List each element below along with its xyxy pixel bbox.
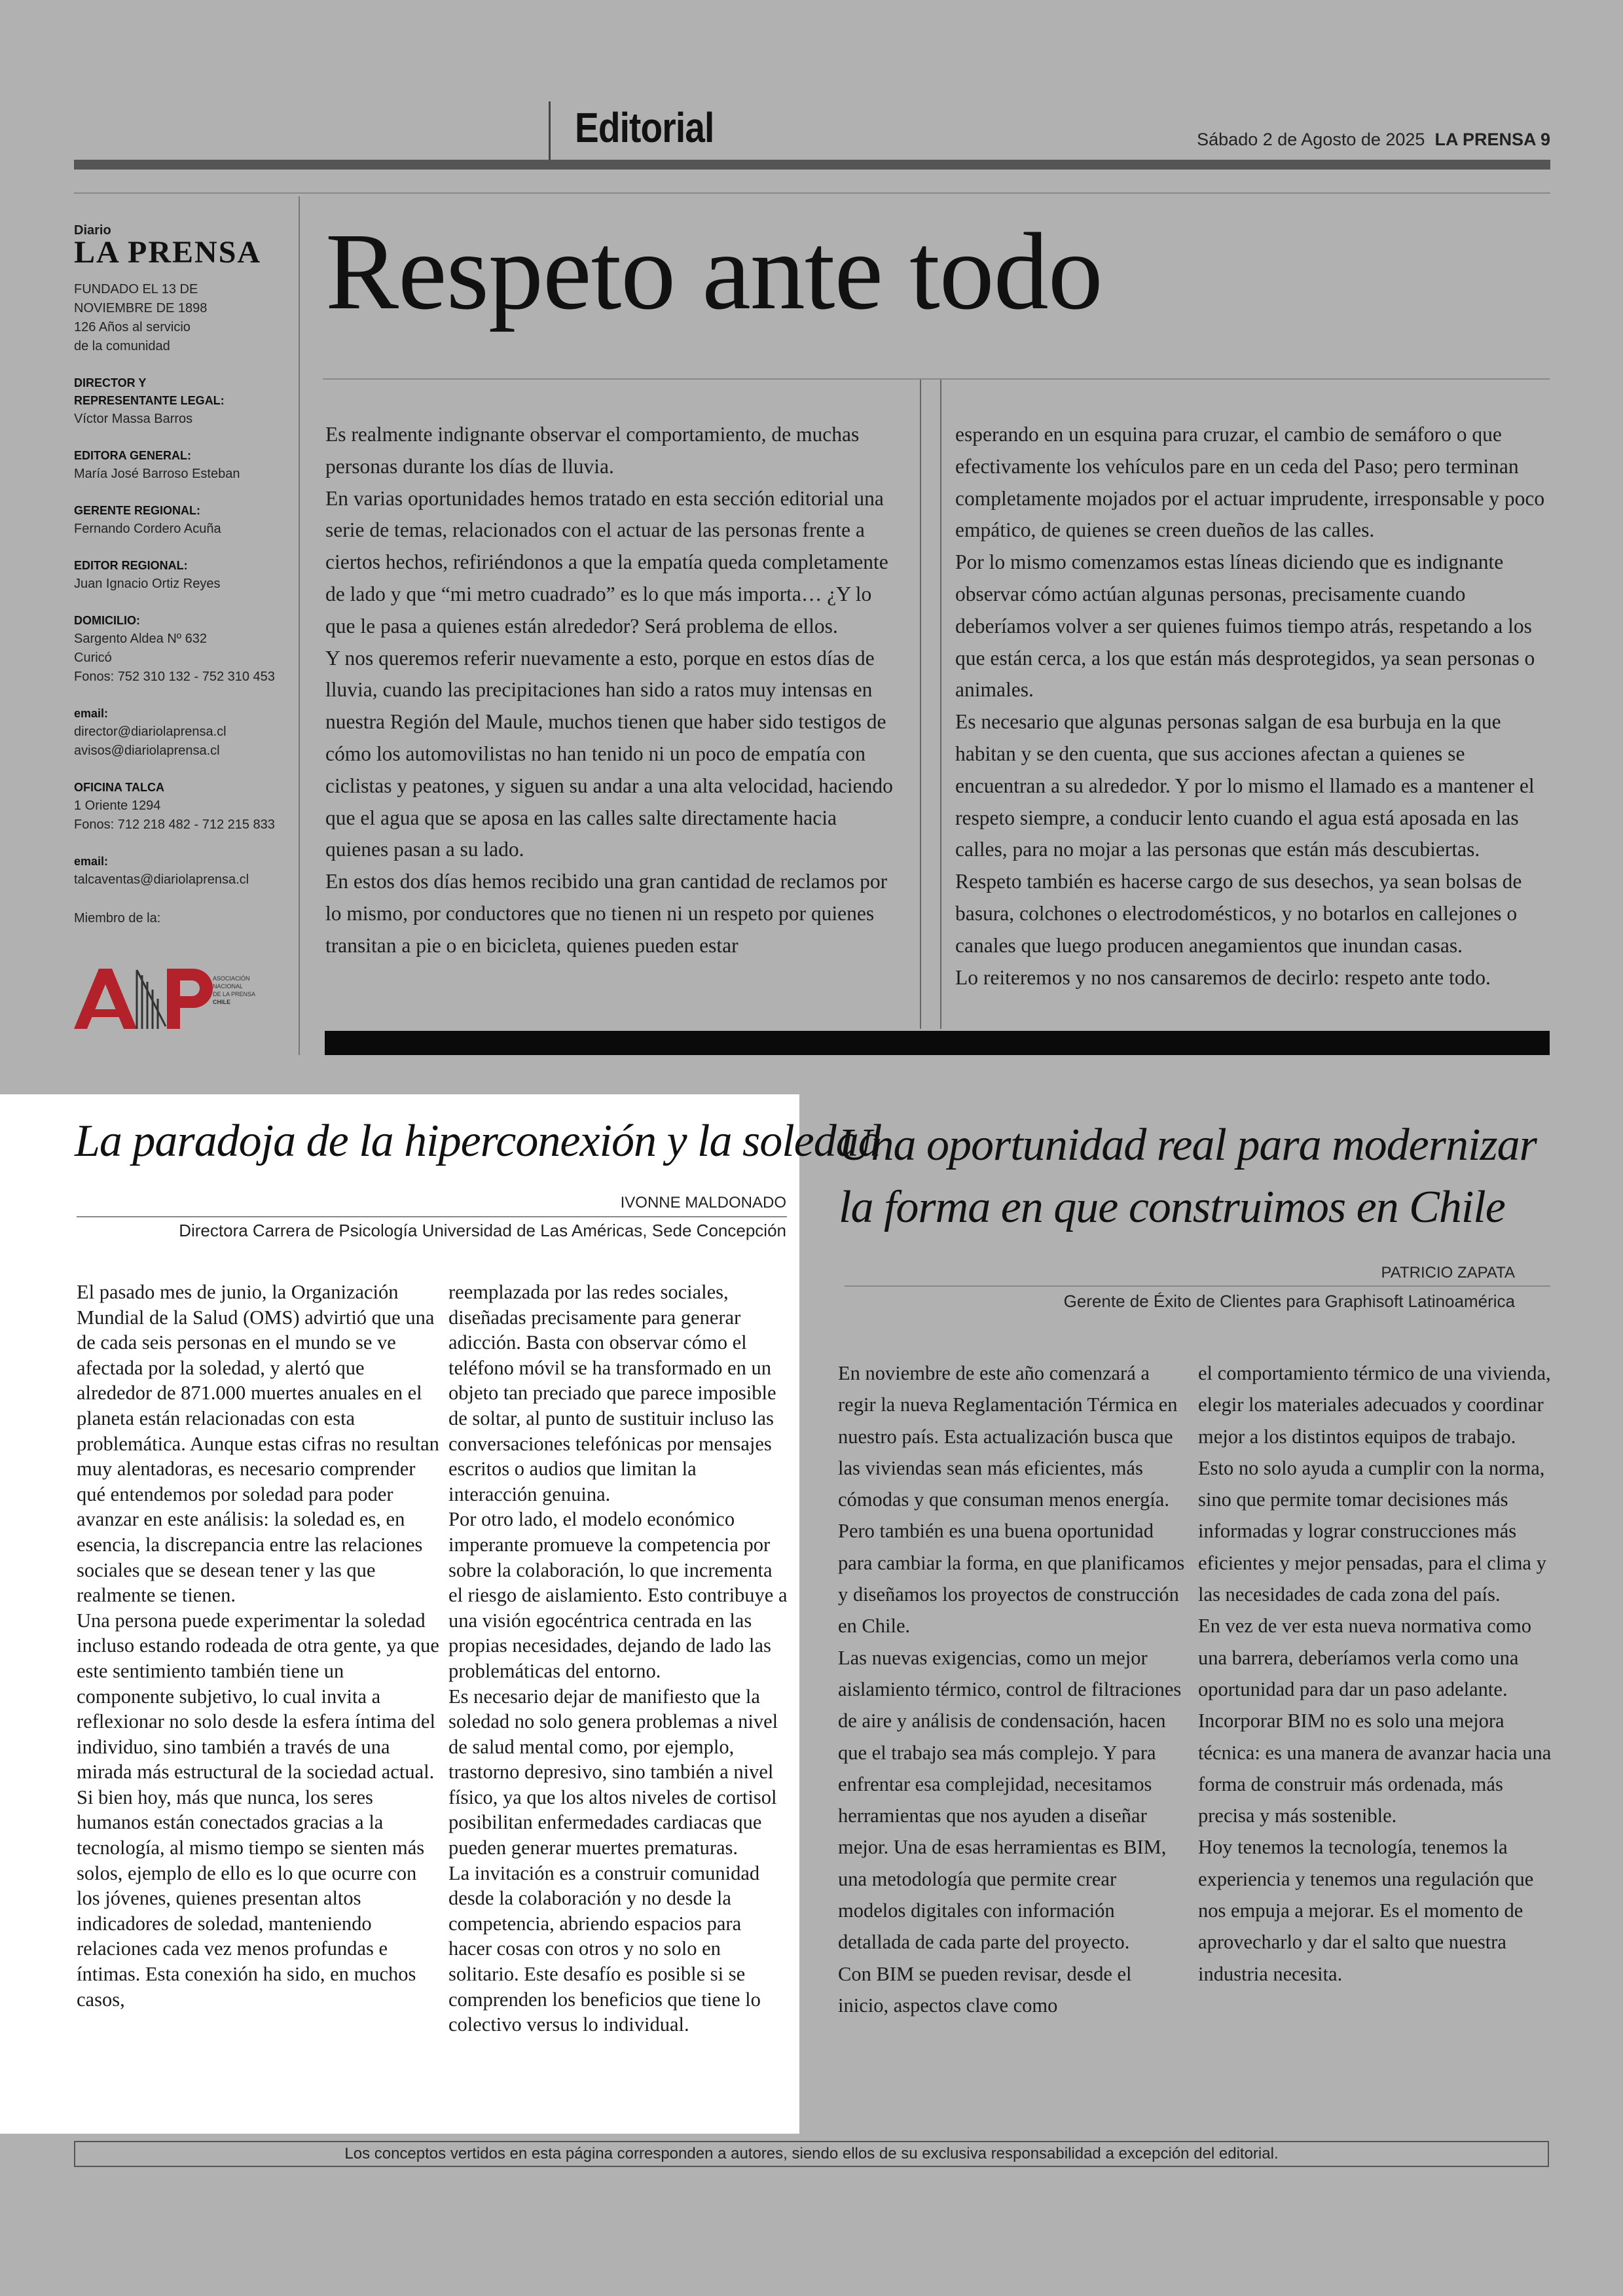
logo-text: DE LA PRENSA xyxy=(213,991,256,997)
paragraph: En vez de ver esta nueva normativa como una barrera, deberíamos verla como una oportunidad para dar un paso adelante. Incorporar BIM no es solo una mejora técnica: es una manera de avanzar hacia una forma de construir más ordenada, más precisa y más sostenible. xyxy=(1198,1615,1552,1827)
article-author: IVONNE MALDONADO xyxy=(620,1194,786,1211)
editorial-title: Respeto ante todo xyxy=(325,211,1103,332)
paragraph: el comportamiento térmico de una vivienda, elegir los materiales adecuados y coordinar mejor a los distintos equipos de trabajo. Esto no solo ayuda a cumplir con la norma, sino que permite tomar decisiones más informadas y lograr construcciones más eficientes y mejor pensadas, para el clima y las necesidades de cada zona del país. xyxy=(1198,1362,1551,1606)
anp-logo xyxy=(74,963,277,1035)
staff-heading: EDITORA GENERAL: xyxy=(74,449,192,462)
column-rule xyxy=(940,380,941,1029)
founded-line: 126 Años al servicio xyxy=(74,320,191,334)
editorial-column-1 xyxy=(325,419,905,962)
paragraph: En varias oportunidades hemos tratado en esta sección editorial una serie de temas, relacionados con el actuar de las personas frente a ciertos hechos, refiriéndonos a que la empatía queda completamente de lado y que “mi metro cuadrado” es lo que más importa… ¿Y lo que le pasa a quienes están alrededor? Será problema de ellos. xyxy=(325,486,888,637)
paragraph: Respeto también es hacerse cargo de sus desechos, ya sean bolsas de basura, colchones o electrodomésticos, y no botarlos en callejones o canales que luego producen anegamientos que inundan casas. xyxy=(955,870,1522,957)
section-title: Editorial xyxy=(575,104,714,151)
founded-line: de la comunidad xyxy=(74,339,170,353)
masthead-name: LA PRENSA xyxy=(74,235,262,270)
paragraph: Es realmente indignante observar el comportamiento, de muchas personas durante los días de lluvia. xyxy=(325,423,860,478)
column-rule xyxy=(920,380,921,1029)
email-link[interactable]: director@diariolaprensa.cl xyxy=(74,725,227,739)
logo-text: CHILE xyxy=(213,999,230,1005)
paragraph: La invitación es a construir comunidad desde la colaboración y no desde la competencia, abriendo espacios para hacer cosas con otros y no solo en solitario. Este desafío es posible si se comprenden los beneficios que tiene lo colectivo versus lo individual. xyxy=(448,1861,761,2036)
article-column-1 xyxy=(77,1280,443,2012)
email-link[interactable]: avisos@diariolaprensa.cl xyxy=(74,744,220,758)
masthead-sidebar xyxy=(74,196,299,1054)
paragraph: Una persona puede experimentar la soledad incluso estando rodeada de otra gente, ya que este sentimiento también tiene un componente subjetivo, lo cual invita a reflexionar no solo desde la esfera íntima del individuo, sino también a través de una mirada más estructural de la sociedad actual. xyxy=(77,1609,439,1784)
member-label: Miembro de la: xyxy=(74,911,161,925)
paragraph: Por otro lado, el modelo económico imperante promueve la competencia por sobre la colaboración, lo que incrementa el riesgo de aislamiento. Esto contribuye a una visión egocéntrica centrada en las propias necesidades, dejando de lado las problemáticas del entorno. xyxy=(448,1508,788,1682)
header-rule xyxy=(74,192,1550,194)
paragraph: reemplazada por las redes sociales, diseñadas precisamente para generar adicción. Basta con observar cómo el teléfono móvil se ha transformado en un objeto tan preciado que parece imposible de soltar, al punto de sustituir incluso las conversaciones telefónicas por mensajes escritos o audios que limitan la interacción genuina. xyxy=(448,1281,776,1505)
paragraph: En noviembre de este año comenzará a regir la nueva Reglamentación Térmica en nuestro país. Esta actualización busca que las viviendas sean más eficientes, más cómodas y que consuman menos energía. Pero también es una buena oportunidad para cambiar la forma, en que planificamos y diseñamos los proyectos de construcción en Chile. xyxy=(838,1362,1185,1638)
paragraph: Lo reiteremos y no nos cansaremos de decirlo: respeto ante todo. xyxy=(955,965,1491,989)
staff-name: María José Barroso Esteban xyxy=(74,467,240,481)
article-column-2 xyxy=(1198,1357,1552,1990)
staff-heading: GERENTE REGIONAL: xyxy=(74,504,201,517)
staff-heading-line: DIRECTOR Y xyxy=(74,376,147,389)
article-author: PATRICIO ZAPATA xyxy=(1381,1264,1515,1282)
article-column-2 xyxy=(448,1280,789,2037)
editorial-title-rule xyxy=(323,378,1550,380)
founded-line: NOVIEMBRE DE 1898 xyxy=(74,301,208,315)
paragraph: El pasado mes de junio, la Organización Mundial de la Salud (OMS) advirtió que una de cada seis personas en el mundo se ve afectada por la soledad, y alertó que alrededor de 871.000 muertes anuales en el planeta están relacionadas con esta problemática. Aunque estas cifras no resultan muy alentadoras, es necesario comprender qué entendemos por soledad para poder avanzar en este análisis: la soledad es, en esencia, la discrepancia entre las relaciones sociales que se desean tener y las que realmente se tienen. xyxy=(77,1281,439,1607)
paragraph: Con BIM se pueden revisar, desde el inicio, aspectos clave como xyxy=(838,1962,1132,2017)
article-column-1 xyxy=(838,1357,1185,2021)
page-number: LA PRENSA 9 xyxy=(1434,130,1550,149)
office-heading: OFICINA TALCA xyxy=(74,781,164,794)
paragraph: Y nos queremos referir nuevamente a esto, porque en estos días de lluvia, cuando las precipitaciones han sido a ratos muy intensas en nuestra Región del Maule, muchos tienen que haber sido testigos de cómo los automovilistas no han tenido ni un poco de empatía con ciclistas y peatones, y siguen su andar a una alta velocidad, haciendo que el agua que se aposa en las calles salte directamente hacia quienes pasan a su lado. xyxy=(325,646,893,861)
paragraph: En estos dos días hemos recibido una gran cantidad de reclamos por lo mismo, por conductores que no tienen ni un respeto por quienes transitan a pie o en bicicleta, quienes pueden estar xyxy=(325,870,888,957)
byline-rule xyxy=(845,1285,1550,1287)
address-line: 1 Oriente 1294 xyxy=(74,798,161,813)
issue-date: Sábado 2 de Agosto de 2025 xyxy=(1197,130,1425,149)
founded-line: FUNDADO EL 13 DE xyxy=(74,282,198,296)
article-title: Una oportunidad real para modernizar la forma en que construimos en Chile xyxy=(839,1120,1537,1232)
paragraph: Hoy tenemos la tecnología, tenemos la experiencia y tenemos una regulación que nos empuja a mejorar. Es el momento de aprovecharlo y dar el salto que nuestra industria necesita. xyxy=(1198,1836,1534,1985)
logo-text: ASOCIACIÓN xyxy=(213,975,250,982)
disclaimer-text: Los conceptos vertidos en esta página corresponden a autores, siendo ellos de su exclusiva responsabilidad a excepción del editorial. xyxy=(344,2145,1279,2162)
paragraph: Es necesario dejar de manifiesto que la soledad no solo genera problemas a nivel de salud mental como, por ejemplo, trastorno depresivo, sino también a nivel físico, ya que los altos niveles de cortisol posibilitan enfermedades cardiacas que pueden generar muertes prematuras. xyxy=(448,1685,778,1859)
staff-heading: EDITOR REGIONAL: xyxy=(74,559,188,572)
masthead-diario: Diario xyxy=(74,223,111,238)
author-role: Gerente de Éxito de Clientes para Graphisoft Latinoamérica xyxy=(1063,1291,1515,1311)
email-heading: email: xyxy=(74,707,109,720)
email-link[interactable]: talcaventas@diariolaprensa.cl xyxy=(74,872,249,887)
staff-name: Fernando Cordero Acuña xyxy=(74,522,221,536)
staff-heading-line: REPRESENTANTE LEGAL: xyxy=(74,394,225,407)
header-date xyxy=(1197,130,1550,150)
paragraph: Las nuevas exigencias, como un mejor aislamiento térmico, control de filtraciones de aire y análisis de condensación, hacen que el trabajo sea más complejo. Y para enfrentar esa complejidad, necesitamos herramientas que nos ayuden a diseñar mejor. Una de esas herramientas es BIM, una metodología que permite crear modelos digitales con información detallada de cada parte del proyecto. xyxy=(838,1646,1182,1954)
article-title: La paradoja de la hiperconexión y la soledad xyxy=(75,1116,881,1166)
phone-line: Fonos: 752 310 132 - 752 310 453 xyxy=(74,670,275,684)
paragraph: Es necesario que algunas personas salgan de esa burbuja en la que habitan y se den cuenta, que sus acciones afectan a quienes se encuentran a su alrededor. Y por lo mismo el llamado es a mantener el respeto siempre, a conducir lento cuando el agua está aposada en las calles, para no mojar a las personas que están más descubiertas. xyxy=(955,710,1535,861)
byline-rule xyxy=(77,1216,787,1217)
paragraph: Por lo mismo comenzamos estas líneas diciendo que es indignante observar cómo actúan algunas personas, precisamente cuando deberíamos volver a ser quienes fuimos tiempo atrás, respetando a los que están cerca, a los que están más desprotegidos, ya sean personas o animales. xyxy=(955,550,1535,702)
author-role: Directora Carrera de Psicología Universidad de Las Américas, Sede Concepción xyxy=(179,1221,786,1240)
staff-heading xyxy=(74,374,299,410)
paragraph: Si bien hoy, más que nunca, los seres humanos están conectados gracias a la tecnología, al mismo tiempo se sienten más solos, ejemplo de ello es lo que ocurre con los jóvenes, quienes presentan altos indicadores de soledad, manteniendo relaciones cada vez menos profundas e íntimas. Esta conexión ha sido, en muchos casos, xyxy=(77,1785,425,2011)
address-heading: DOMICILIO: xyxy=(74,614,140,627)
address-line: Sargento Aldea Nº 632 xyxy=(74,632,208,646)
phone-line: Fonos: 712 218 482 - 712 215 833 xyxy=(74,817,275,832)
editorial-bottom-bar xyxy=(325,1031,1550,1055)
header-divider xyxy=(549,101,551,162)
anp-logo-icon xyxy=(74,963,277,1035)
email-heading: email: xyxy=(74,855,109,868)
editorial-column-2 xyxy=(955,419,1550,994)
header-bar xyxy=(74,160,1550,170)
logo-text: NACIONAL xyxy=(213,983,244,990)
sidebar-rule xyxy=(299,196,300,1055)
staff-name: Juan Ignacio Ortiz Reyes xyxy=(74,577,221,591)
address-line: Curicó xyxy=(74,651,112,665)
paragraph: esperando en un esquina para cruzar, el cambio de semáforo o que efectivamente los vehículos pare en un ceda del Paso; pero terminan completamente mojados por el actuar imprudente, irresponsable y poco empático, de quienes se creen dueños de las calles. xyxy=(955,423,1545,542)
staff-name: Víctor Massa Barros xyxy=(74,412,193,426)
